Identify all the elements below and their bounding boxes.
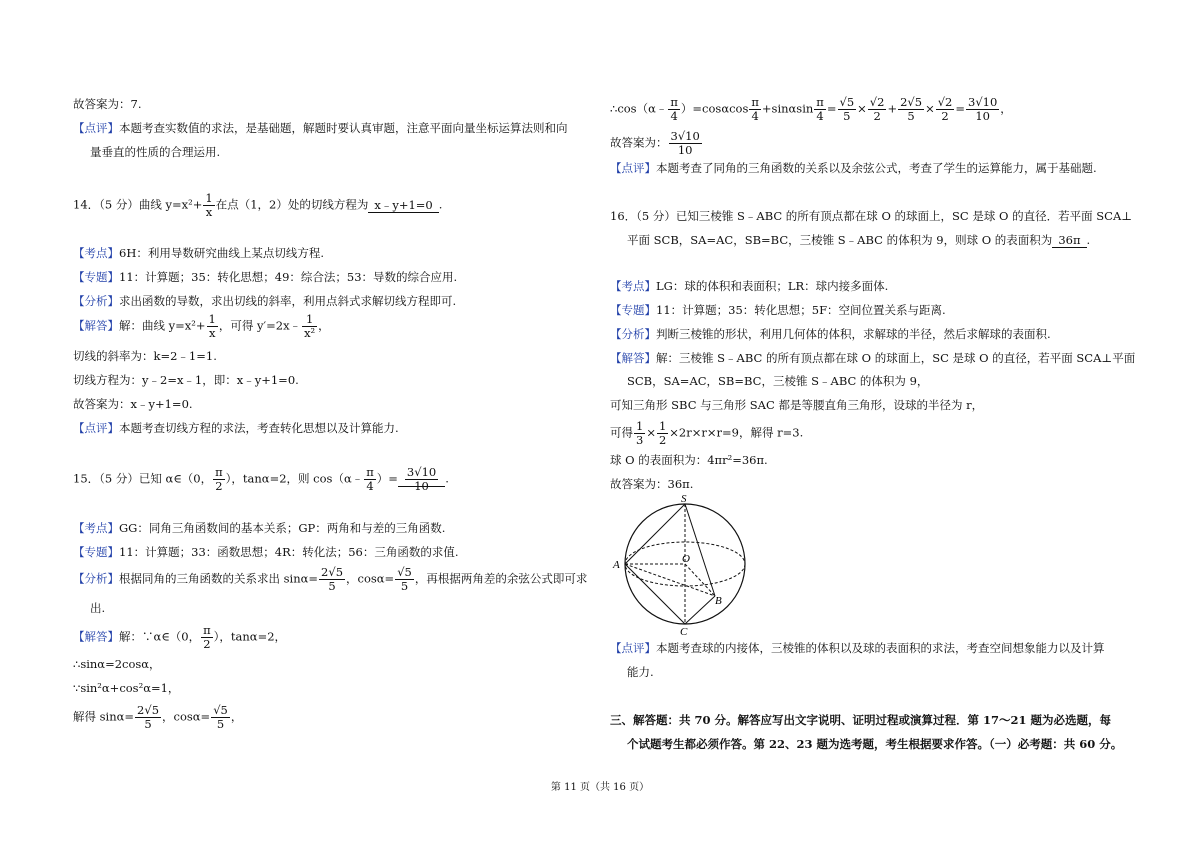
kaodian-text: LG：球的体积和表面积；LR：球内接多面体.	[656, 279, 889, 293]
q14-fraction	[203, 192, 214, 219]
kaodian-text: GG：同角三角函数间的基本关系；GP：两角和与差的三角函数.	[119, 521, 446, 535]
edge-ac	[625, 564, 685, 624]
times: ×	[646, 425, 656, 440]
plus: +	[887, 101, 898, 116]
fenxi-text: 求出函数的导数，求出切线的斜率，利用点斜式求解切线方程即可.	[119, 294, 457, 308]
q15-frac-pi2	[213, 466, 225, 493]
cos-a: ∴cos（α﹣	[610, 101, 668, 116]
jieda-frac-2	[302, 313, 317, 340]
dianping-text: 本题考查切线方程的求法，考查转化思想以及计算能力.	[119, 421, 399, 435]
q16-line4	[610, 420, 803, 447]
frac-pi4	[668, 96, 680, 123]
frac-num: π	[215, 465, 223, 479]
q14-jieda	[73, 313, 330, 340]
q15-kaodian	[73, 520, 445, 536]
frac-num: 1	[302, 313, 317, 327]
question-16: 16．（5 分）已知三棱锥 S﹣ABC 的所有顶点都在球 O 的球面上，SC 是球 O 的直径．若平面 SCA⊥	[610, 209, 1133, 223]
q15-line1: ∴sinα=2cosα，	[73, 657, 161, 671]
times: ×	[857, 101, 867, 116]
radius-ob	[685, 564, 715, 596]
q16-end: .	[1086, 233, 1091, 247]
frac-num: √5	[397, 565, 412, 579]
cos-c: +sinαsin	[761, 101, 814, 116]
page-footer: 第 11 页（共 16 页）	[550, 782, 650, 793]
q16-kaodian	[610, 278, 888, 294]
q14-dianping	[73, 420, 399, 436]
jieda-text-a: 解：∵α∈（0，	[119, 629, 201, 644]
q15-jieda	[73, 624, 286, 651]
frac-num: 2√5	[900, 95, 923, 109]
frac-den: 5	[400, 579, 409, 593]
zhuanti-text: 11：计算题；35：转化思想；5F：空间位置关系与距离.	[656, 303, 946, 317]
q15-text-b: ），tanα=2，则 cos（α﹣	[225, 471, 364, 486]
dianping-text: 本题考查球的内接体，三棱锥的体积以及球的表面积的求法，考查空间想象能力以及计算	[656, 641, 1105, 655]
frac-half	[657, 420, 668, 447]
jieda-text-a: 解：曲线 y=x²+	[119, 318, 206, 333]
q14-tangent: 切线方程为：y﹣2=x﹣1，即：x﹣y+1=0.	[73, 373, 299, 387]
q14-zhuanti	[73, 269, 457, 285]
jieda-tag: 【解答】	[73, 318, 119, 333]
frac-num: 1	[636, 419, 644, 433]
dianping-tag: 【点评】	[73, 421, 119, 435]
frac-num: π	[366, 465, 374, 479]
q15-answer	[398, 465, 445, 493]
jieda-tag: 【解答】	[73, 629, 119, 644]
frac-s2	[936, 96, 955, 123]
dianping-tag: 【点评】	[610, 641, 656, 655]
q14-slope: 切线的斜率为：k=2﹣1=1.	[73, 349, 217, 363]
frac-pi2	[201, 624, 213, 651]
q16-fenxi	[610, 326, 1051, 342]
comment-line-cont: 量垂直的性质的合理运用.	[90, 145, 221, 159]
cos-b: ）=cosαcos	[680, 101, 749, 116]
frac-den: 5	[216, 717, 225, 731]
label-a: A	[613, 559, 620, 571]
frac-num: √5	[839, 95, 855, 109]
frac-cos	[395, 566, 414, 593]
cos-eq: =	[955, 101, 965, 116]
frac-den: 10	[975, 109, 990, 123]
line4-a: 可得	[610, 425, 633, 440]
question-14	[73, 192, 442, 219]
q16-jieda-cont: SCB，SA=AC，SB=BC，三棱锥 S﹣ABC 的体积为 9，	[627, 374, 929, 388]
q14-answer-line: 故答案为：x﹣y+1=0.	[73, 397, 193, 411]
jieda-tag: 【解答】	[610, 351, 656, 365]
frac-num: π	[670, 95, 678, 109]
cos-end: ，	[1000, 101, 1012, 116]
label-c: C	[680, 626, 688, 637]
frac-num: 1	[208, 312, 216, 326]
frac-den: 4	[751, 109, 759, 123]
frac-num: π	[203, 623, 211, 637]
frac-num: √5	[213, 703, 228, 717]
q15-fenxi	[73, 566, 587, 593]
frac-den: 10	[414, 479, 429, 493]
frac-den: 5	[328, 579, 336, 593]
zhuanti-text: 11：计算题；33：函数思想；4R：转化法；56：三角函数的求值.	[119, 545, 459, 559]
frac-num: π	[816, 95, 824, 109]
fenxi-tag: 【分析】	[610, 327, 656, 341]
cos-eq: =	[826, 101, 837, 116]
jieda-frac-1	[207, 313, 218, 340]
r-cos-line	[610, 96, 1012, 123]
frac-s2	[868, 96, 887, 123]
frac-num: 3√10	[670, 129, 700, 143]
answer-label: 故答案为：	[610, 135, 668, 150]
q15-fenxi-cont: 出.	[90, 601, 106, 615]
frac-den: 2	[215, 479, 223, 493]
q16-jieda	[610, 350, 1135, 366]
frac-pi4	[814, 96, 826, 123]
edge-ab	[625, 564, 715, 596]
line3-b: ，cosα=	[162, 709, 211, 724]
frac-den: 3	[636, 433, 644, 447]
q15-line3	[73, 704, 242, 731]
frac-result	[966, 96, 999, 123]
q14-frac-den: x	[205, 205, 213, 219]
section-3-heading-cont: 个试题考生都必须作答。第 22、23 题为选考题，考生根据要求作答。（一）必考题：共 60 分。	[627, 737, 1123, 751]
section-3-heading: 三、解答题：共 70 分。解答应写出文字说明、证明过程或演算过程．第 17～21 题为必选题，每	[610, 713, 1112, 727]
times: ×	[925, 101, 935, 116]
dianping-tag: 【点评】	[610, 161, 656, 175]
q16-line3: 可知三角形 SBC 与三角形 SAC 都是等腰直角三角形，设球的半径为 r，	[610, 398, 984, 412]
fenxi-text-c: ，再根据两角差的余弦公式即可求	[414, 571, 588, 586]
fenxi-tag: 【分析】	[73, 571, 119, 586]
comment-line	[73, 120, 568, 136]
q16-dianping	[610, 640, 1105, 656]
frac-pi4	[749, 96, 761, 123]
fenxi-text-a: 根据同角的三角函数的关系求出 sinα=	[119, 571, 319, 586]
r-dianping	[610, 160, 1097, 176]
frac-s5	[838, 96, 857, 123]
frac-num: 3√10	[968, 95, 998, 109]
comment-tag: 【点评】	[73, 121, 119, 135]
fenxi-text-b: ，cosα=	[346, 571, 395, 586]
frac-den: 2	[873, 109, 881, 123]
frac-num: 3√10	[406, 465, 437, 479]
q15-line2: ∵sin²α+cos²α=1，	[73, 681, 180, 695]
q15-answer-frac	[405, 466, 438, 493]
label-o: O	[682, 553, 690, 565]
zhuanti-tag: 【专题】	[73, 545, 119, 559]
frac-num: 2√5	[321, 565, 344, 579]
frac-num: √2	[937, 95, 953, 109]
kaodian-text: 6H：利用导数研究曲线上某点切线方程.	[119, 246, 324, 260]
frac-den: 2	[941, 109, 949, 123]
frac-den: 4	[670, 109, 678, 123]
answer-line: 故答案为：7.	[73, 97, 142, 111]
zhuanti-text: 11：计算题；35：转化思想；49：综合法；53：导数的综合应用.	[119, 270, 458, 284]
frac-den: 2	[658, 433, 667, 447]
kaodian-tag: 【考点】	[73, 246, 119, 260]
dianping-text: 本题考查了同角的三角函数的关系以及余弦公式，考查了学生的运算能力，属于基础题.	[656, 161, 1097, 175]
answer-frac	[669, 130, 702, 157]
frac-den: 4	[816, 109, 824, 123]
jieda-text: 解：三棱锥 S﹣ABC 的所有顶点都在球 O 的球面上，SC 是球 O 的直径，若平面 SCA⊥平面	[656, 351, 1136, 365]
q14-answer: x﹣y+1=0	[368, 198, 438, 213]
frac-den: 5	[843, 109, 851, 123]
q15-zhuanti	[73, 544, 459, 560]
q16-text-b: 平面 SCB，SA=AC，SB=BC，三棱锥 S﹣ABC 的体积为 9，则球 O 的表面积为	[627, 233, 1053, 247]
fenxi-tag: 【分析】	[73, 294, 119, 308]
frac-den: 5	[907, 109, 915, 123]
frac-sin	[135, 704, 161, 731]
q14-text-b: 在点（1，2）处的切线方程为	[215, 197, 369, 212]
q15-text-c: ）=	[376, 471, 398, 486]
frac-den: 2	[203, 637, 211, 651]
comment-text: 本题考查实数值的求法，是基础题，解题时要认真审题，注意平面向量坐标运算法则和向	[119, 121, 568, 135]
jieda-text-b: ），tanα=2，	[213, 629, 287, 644]
q16-answer: 36π	[1052, 233, 1086, 248]
label-b: B	[715, 595, 722, 607]
zhuanti-tag: 【专题】	[610, 303, 656, 317]
r-answer-line	[610, 130, 703, 157]
jieda-text-c: ，	[318, 318, 330, 333]
frac-num: √2	[869, 95, 885, 109]
q16-line5: 球 O 的表面积为：4πr²=36π.	[610, 453, 768, 467]
q15-end: .	[445, 471, 449, 486]
edge-sb	[685, 504, 715, 596]
frac-cos	[211, 704, 230, 731]
frac-den: 4	[366, 479, 374, 493]
question-16-cont	[627, 232, 1090, 248]
edge-bc	[685, 596, 715, 624]
frac-den: x²	[304, 326, 316, 340]
q15-text-a: 15．（5 分）已知 α∈（0，	[73, 471, 213, 486]
kaodian-tag: 【考点】	[610, 279, 656, 293]
frac-third	[634, 420, 645, 447]
q15-frac-pi4	[364, 466, 376, 493]
question-15	[73, 466, 449, 493]
q14-kaodian	[73, 245, 324, 261]
line4-b: ×2r×r×r=9，解得 r=3.	[669, 425, 804, 440]
q14-fenxi	[73, 293, 456, 309]
label-s: S	[681, 493, 687, 505]
kaodian-tag: 【考点】	[73, 521, 119, 535]
frac-den: 5	[144, 717, 152, 731]
frac-sin	[319, 566, 345, 593]
line3-c: ，	[230, 709, 243, 724]
q14-text-a: 14．（5 分）曲线 y=x²+	[73, 197, 203, 212]
sphere-figure	[610, 492, 760, 637]
fenxi-text: 判断三棱锥的形状，利用几何体的体积，求解球的半径，然后求解球的表面积.	[656, 327, 1051, 341]
line3-a: 解得 sinα=	[73, 709, 135, 724]
frac-2s5	[898, 96, 924, 123]
frac-den: 10	[677, 143, 693, 157]
q14-frac-num: 1	[205, 191, 213, 205]
q14-end: .	[438, 197, 443, 212]
q16-zhuanti	[610, 302, 946, 318]
frac-den: x	[208, 326, 216, 340]
zhuanti-tag: 【专题】	[73, 270, 119, 284]
q16-dianping-cont: 能力.	[627, 665, 654, 679]
frac-num: π	[751, 95, 759, 109]
frac-num: 2√5	[137, 703, 160, 717]
edge-sa	[625, 504, 685, 564]
frac-num: 1	[658, 419, 667, 433]
q16-line6: 故答案为：36π.	[610, 477, 694, 491]
jieda-text-b: ，可得 y′=2x﹣	[218, 318, 302, 333]
